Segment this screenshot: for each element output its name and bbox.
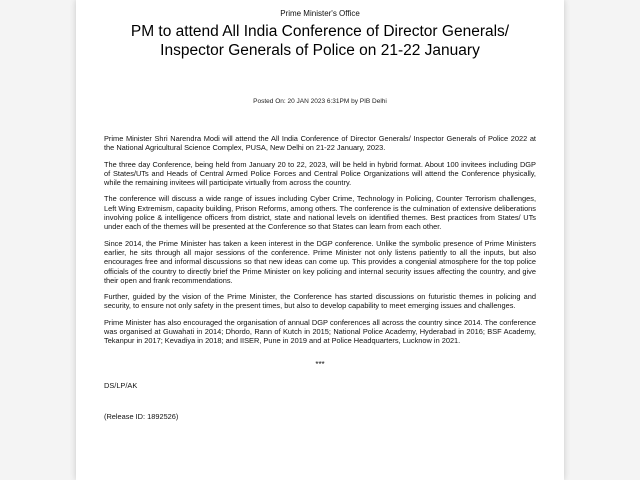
paragraph-1: Prime Minister Shri Narendra Modi will attend the All India Conference of Director Generals/ Inspector Generals of Police 2022 at the National Agricultural Science Complex, PUSA, New Delhi on 21-22 January, 2023.: [104, 134, 536, 153]
paragraph-6: Prime Minister has also encouraged the organisation of annual DGP conferences all across the country since 2014. The conference was organised at Guwahati in 2014; Dhordo, Rann of Kutch in 2015; National Police Academy, Hyderabad in 2016; BSF Academy, Tekanpur in 2017; Kevadiya in 2018; and IISER, Pune in 2019 and at Police Headquarters, Lucknow in 2021.: [104, 317, 536, 346]
posted-on: Posted On: 20 JAN 2023 6:31PM by PIB Delhi: [253, 98, 387, 105]
signature: DS/LP/AK: [104, 380, 138, 390]
press-release-page: [76, 0, 564, 480]
release-id: (Release ID: 1892526): [104, 412, 179, 422]
paragraph-4: Since 2014, the Prime Minister has taken a keen interest in the DGP conference. Unlike the symbolic presence of Prime Ministers earlier, he sits through all major sessions of the conference. Prime Minister not only listens patiently to all the inputs, but also encourages free and informal discussions so that new ideas can come up. This provides a congenial atmosphere for the top police officials of the country to directly brief the Prime Minister on key policing and internal security issues affecting the country, and give their open and frank recommendations.: [104, 238, 536, 285]
page-title: PM to attend All India Conference of Director Generals/ Inspector Generals of Police on 21-22 January: [130, 23, 510, 59]
separator: ***: [315, 359, 325, 369]
office-name: Prime Minister's Office: [280, 9, 360, 18]
paragraph-3: The conference will discuss a wide range of issues including Cyber Crime, Technology in Policing, Counter Terrorism challenges, Left Wing Extremism, capacity building, Prison Reforms, among others. The conference is the culmination of extensive deliberations involving police & intelligence officers from district, state and national levels on identified themes. Best practices from States/ UTs under each of the themes will be presented at the Conference so that States can learn from each other.: [104, 194, 536, 232]
paragraph-5: Further, guided by the vision of the Prime Minister, the Conference has started discussions on futuristic themes in policing and security, to ensure not only safety in the present times, but also to develop capability to meet emerging issues and challenges.: [104, 292, 536, 311]
release-body: [104, 134, 536, 422]
paragraph-2: The three day Conference, being held from January 20 to 22, 2023, will be held in hybrid format. About 100 invitees including DGP of States/UTs and Heads of Central Armed Police Forces and Central Police Organizations will attend the Conference physically, while the remaining invitees will participate virtually from across the country.: [104, 159, 536, 188]
